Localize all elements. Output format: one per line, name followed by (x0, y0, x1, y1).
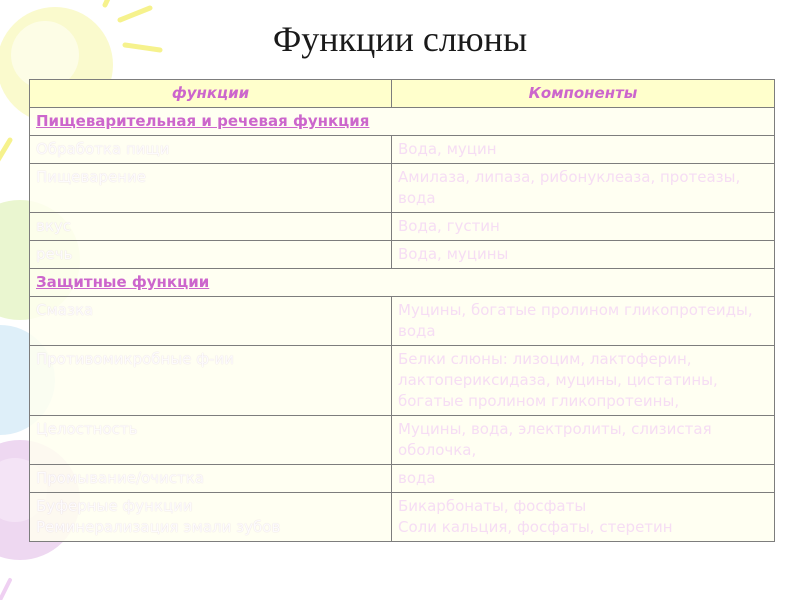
header-components: Компоненты (392, 80, 775, 108)
components-cell: Вода, муцин (392, 136, 775, 164)
components-cell: Вода, густин (392, 213, 775, 241)
components-cell: Муцины, вода, электролиты, слизистая оболочка, (392, 416, 775, 465)
page-title: Функции слюны (272, 19, 528, 59)
section-row (30, 269, 775, 297)
section-title: Защитные функции (30, 269, 775, 297)
table-row (30, 416, 775, 465)
function-cell: вкус (30, 213, 392, 241)
function-cell: Пищеварение (30, 164, 392, 213)
function-cell: Смазка (30, 297, 392, 346)
function-cell: Обработка пищи (30, 136, 392, 164)
function-cell: Противомикробные ф-ии (30, 346, 392, 416)
table-row (30, 297, 775, 346)
section-title: Пищеварительная и речевая функция (30, 108, 775, 136)
components-cell: Амилаза, липаза, рибонуклеаза, протеазы, вода (392, 164, 775, 213)
function-cell: Целостность (30, 416, 392, 465)
components-cell: Вода, муцины (392, 241, 775, 269)
table-row (30, 346, 775, 416)
table-row (30, 136, 775, 164)
table-header-row (30, 80, 775, 108)
function-cell: Промывание/очистка (30, 465, 392, 493)
table-row (30, 164, 775, 213)
header-functions: функции (30, 80, 392, 108)
table-row (30, 465, 775, 493)
function-cell: речь (30, 241, 392, 269)
components-cell: вода (392, 465, 775, 493)
components-cell: Бикарбонаты, фосфаты Соли кальция, фосфаты, стеретин (392, 493, 775, 542)
function-cell: Буферные функции Реминерализация эмали зубов (30, 493, 392, 542)
table-row (30, 493, 775, 542)
components-cell: Белки слюны: лизоцим, лактоферин, лактопериксидаза, муцины, цистатины, богатые пролином гликопротеины, (392, 346, 775, 416)
table-row (30, 241, 775, 269)
section-row (30, 108, 775, 136)
components-cell: Муцины, богатые пролином гликопротеиды, вода (392, 297, 775, 346)
saliva-functions-table (29, 79, 775, 542)
table-row (30, 213, 775, 241)
